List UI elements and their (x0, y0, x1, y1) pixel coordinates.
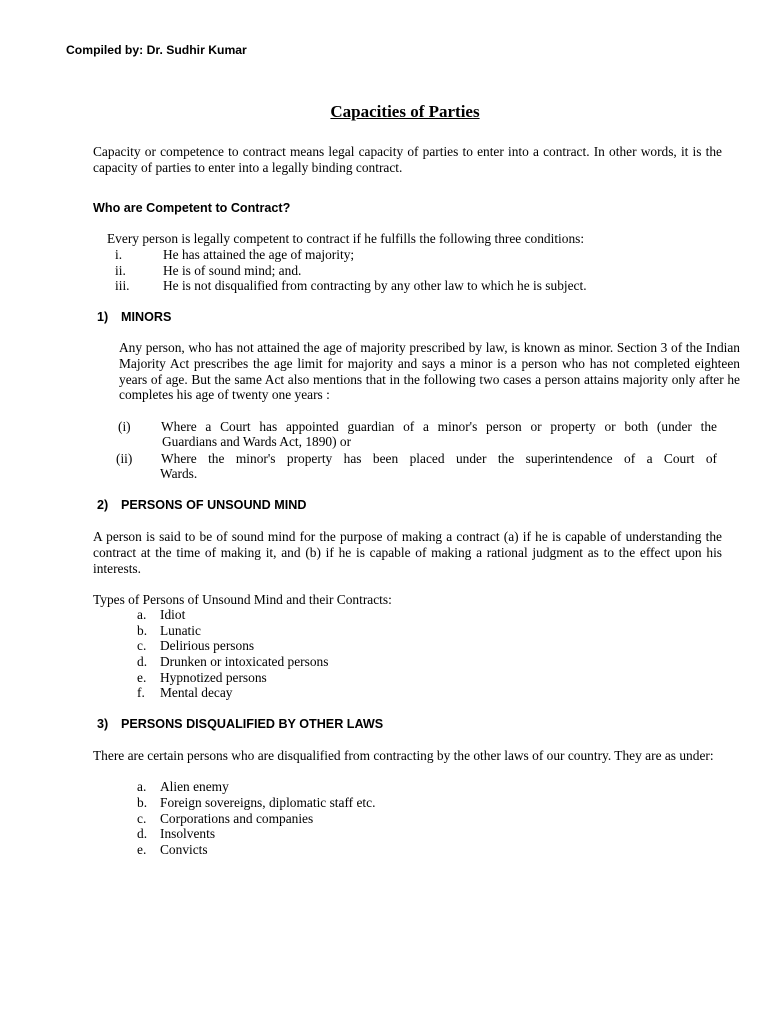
who-heading: Who are Competent to Contract? (93, 201, 291, 215)
list-marker: f. (137, 685, 145, 700)
condition-marker: ii. (115, 263, 126, 278)
page-title: Capacities of Parties (330, 102, 480, 121)
minor-case-marker: (i) (118, 419, 131, 434)
condition-marker: iii. (115, 278, 130, 293)
list-marker: d. (137, 654, 148, 669)
minor-case-line: Where the minor's property has been placed under the superintendence of a Court of (161, 451, 717, 466)
condition-text: He is not disqualified from contracting by any other law to which he is subject. (163, 278, 587, 293)
list-text: Convicts (160, 842, 208, 857)
list-text: Insolvents (160, 826, 216, 841)
list-text: Hypnotized persons (160, 670, 267, 685)
list-marker: e. (137, 842, 147, 857)
section-heading-minors (97, 309, 171, 325)
minor-case-marker: (ii) (116, 451, 133, 466)
list-marker: a. (137, 779, 147, 794)
list-marker: d. (137, 826, 148, 841)
list-text: Lunatic (160, 623, 201, 638)
list-marker: b. (137, 623, 148, 638)
condition-marker: i. (115, 247, 123, 262)
unsound-types-lead: Types of Persons of Unsound Mind and their Contracts: (93, 592, 392, 607)
condition-text: He is of sound mind; and. (163, 263, 302, 278)
list-text: Mental decay (160, 685, 233, 700)
list-text: Corporations and companies (160, 811, 314, 826)
section-heading-disqualified (97, 716, 383, 732)
minors-paragraph: Any person, who has not attained the age of majority prescribed by law, is known as minor. Section 3 of the Indian Majority Act prescribes the age limit for majority and says a minor is a person who has not completed eighteen years of age. But the same Act also mentions that in the following two cases a person attains majority only after he completes his age of twenty one years : (119, 340, 740, 403)
compiled-by-header: Compiled by: Dr. Sudhir Kumar (66, 43, 247, 57)
list-text: Alien enemy (160, 779, 229, 794)
list-marker: b. (137, 795, 148, 810)
section-number: 1) (97, 310, 109, 324)
section-number: 2) (97, 498, 109, 512)
minor-case-line: Guardians and Wards Act, 1890) or (162, 434, 352, 449)
minor-case-line: Wards. (160, 466, 198, 481)
list-marker: e. (137, 670, 147, 685)
list-marker: a. (137, 607, 147, 622)
unsound-paragraph: A person is said to be of sound mind for the purpose of making a contract (a) if he is capable of understanding the contract at the time of making it, and (b) if he is capable of making a rational judgment as to the effect upon his interests. (93, 529, 722, 576)
list-text: Foreign sovereigns, diplomatic staff etc. (160, 795, 376, 810)
intro-paragraph: Capacity or competence to contract means legal capacity of parties to enter into a contract. In other words, it is the capacity of parties to enter into a legally binding contract. (93, 144, 722, 175)
condition-text: He has attained the age of majority; (163, 247, 355, 262)
section-number: 3) (97, 717, 109, 731)
list-text: Idiot (160, 607, 186, 622)
disqualified-paragraph: There are certain persons who are disqualified from contracting by the other laws of our country. They are as under: (93, 748, 714, 763)
list-text: Delirious persons (160, 638, 255, 653)
list-text: Drunken or intoxicated persons (160, 654, 329, 669)
section-title: PERSONS OF UNSOUND MIND (121, 498, 307, 512)
section-title: PERSONS DISQUALIFIED BY OTHER LAWS (121, 717, 384, 731)
list-marker: c. (137, 638, 147, 653)
section-title: MINORS (121, 310, 172, 324)
who-lead: Every person is legally competent to contract if he fulfills the following three conditions: (107, 231, 585, 246)
minor-case-line: Where a Court has appointed guardian of a minor's person or property or both (under the (161, 419, 717, 434)
list-marker: c. (137, 811, 147, 826)
section-heading-unsound-mind (97, 497, 306, 513)
